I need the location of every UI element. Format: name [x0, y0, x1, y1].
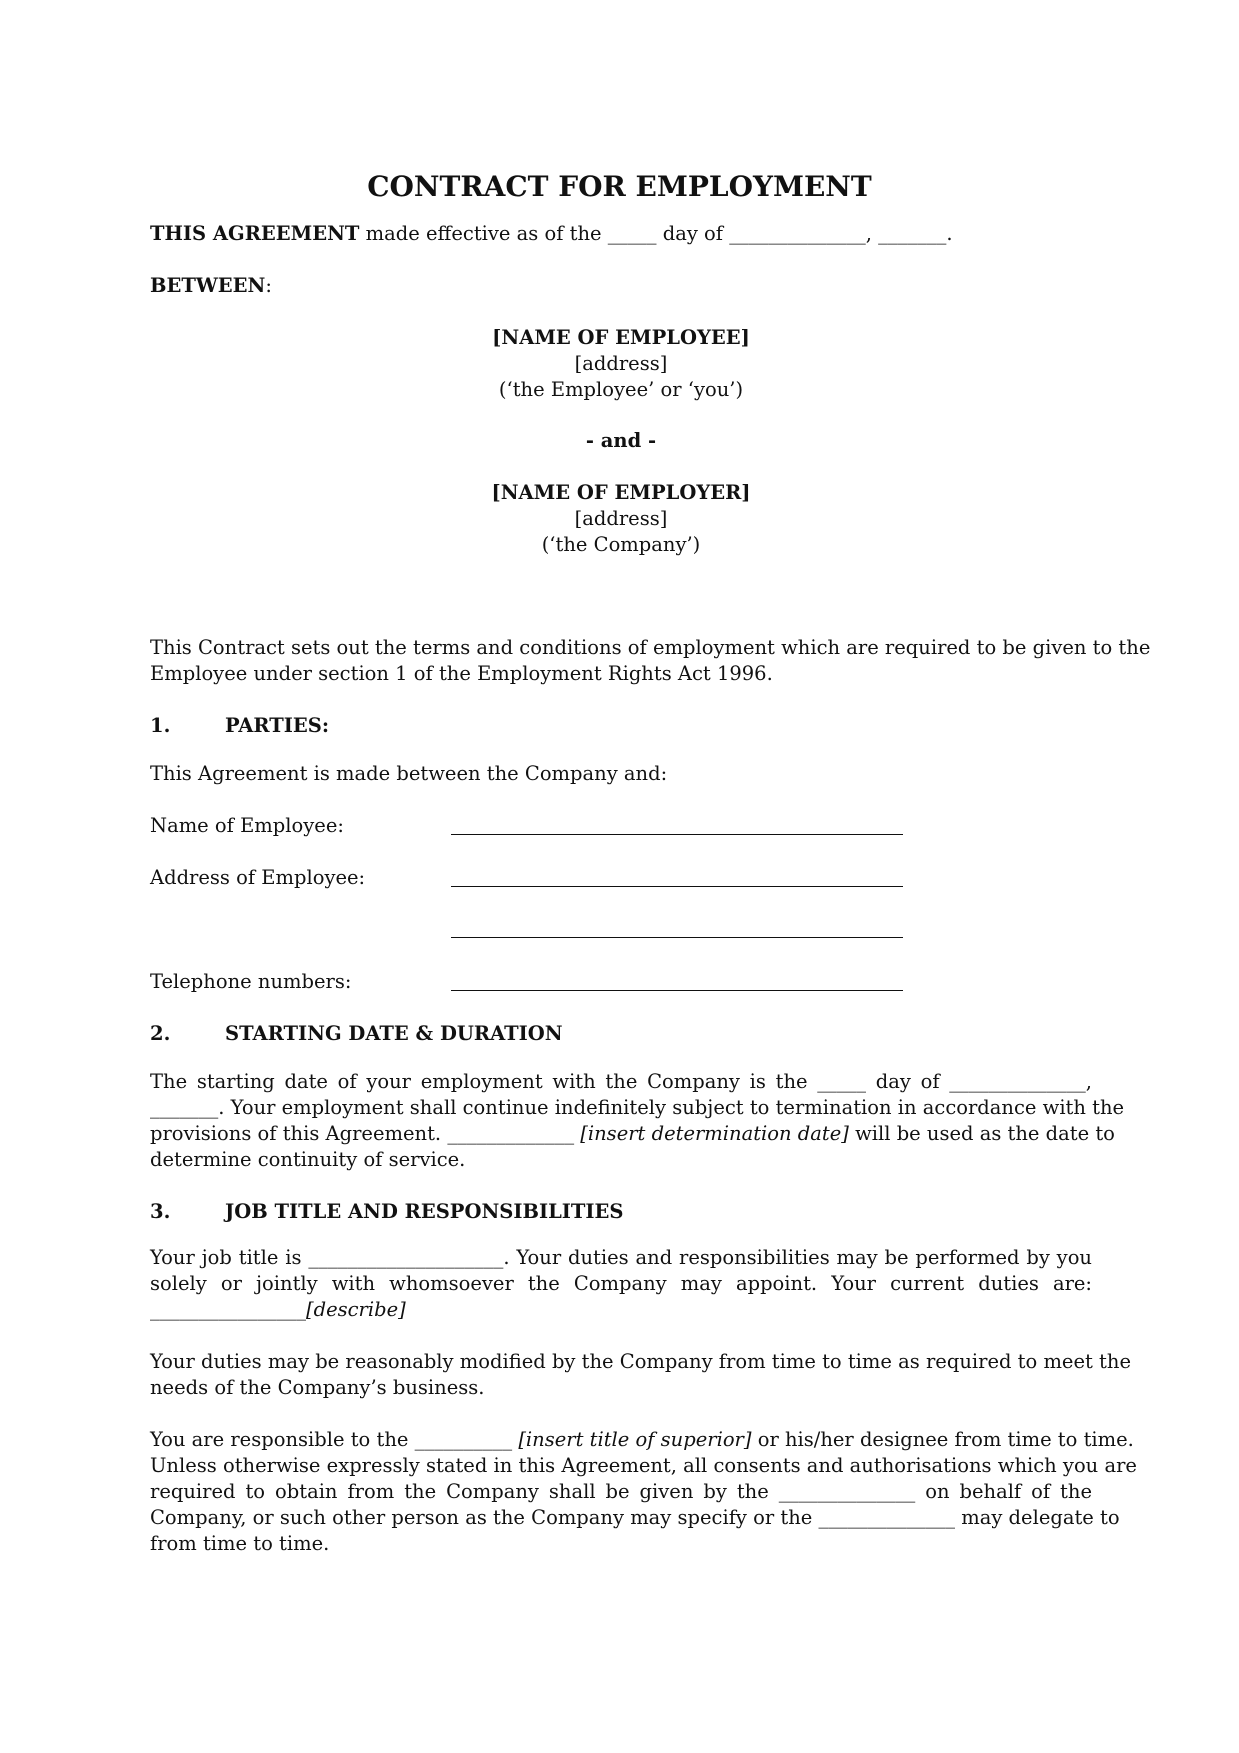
section-3-p3-line-4: Company, or such other person as the Company may specify or the ______________ may delegate to — [150, 1506, 1120, 1529]
section-3-p3-line-1-start: You are responsible to the __________ — [150, 1428, 519, 1451]
section-2-line-3-end: will be used as the date to — [848, 1122, 1115, 1145]
section-2-line-3-placeholder: [insert determination date] — [580, 1122, 849, 1145]
section-3-p2-line-1: Your duties may be reasonably modified by the Company from time to time as required to meet the — [150, 1350, 1131, 1373]
section-3-p3-line-1-end: or his/her designee from time to time. — [751, 1428, 1134, 1451]
section-2-line-3-start: provisions of this Agreement. _____________ — [150, 1122, 581, 1145]
section-1-heading: PARTIES: — [225, 714, 330, 737]
between-label: BETWEEN — [150, 274, 266, 297]
section-3-p1-line-3-placeholder: [describe] — [306, 1298, 406, 1321]
section-2-line-3 — [150, 1122, 1115, 1146]
employee-alias: (‘the Employee’ or ‘you’) — [498, 378, 744, 401]
section-3-p3-line-1-placeholder: [insert title of superior] — [518, 1428, 752, 1451]
between-line — [150, 274, 1092, 298]
section-2-heading: STARTING DATE & DURATION — [225, 1022, 563, 1045]
intro-line-2: Employee under section 1 of the Employment Rights Act 1996. — [150, 662, 773, 685]
section-2-line-2: _______. Your employment shall continue indefinitely subject to termination in accordance with the — [150, 1096, 1125, 1119]
field-label-telephone: Telephone numbers: — [150, 970, 352, 993]
section-3-p3-line-3: required to obtain from the Company shall be given by the ______________ on behalf of the — [150, 1480, 1092, 1503]
section-3-p1-line-2: solely or jointly with whomsoever the Company may appoint. Your current duties are: — [150, 1272, 1092, 1295]
employee-name: [NAME OF EMPLOYEE] — [492, 326, 750, 349]
document-title: CONTRACT FOR EMPLOYMENT — [367, 170, 872, 203]
section-1-number: 1. — [150, 714, 171, 737]
agreement-lead: THIS AGREEMENT — [150, 222, 360, 245]
intro-line-1: This Contract sets out the terms and conditions of employment which are required to be given to the — [150, 636, 1151, 659]
field-line-name[interactable] — [451, 834, 903, 835]
employee-address: [address] — [574, 352, 668, 375]
field-label-address: Address of Employee: — [150, 866, 366, 889]
agreement-line — [150, 222, 1092, 246]
field-line-address-1[interactable] — [451, 886, 903, 887]
section-3-p3-line-1 — [150, 1428, 1134, 1452]
section-2-line-1: The starting date of your employment with the Company is the _____ day of ______________, — [150, 1070, 1092, 1093]
employer-alias: (‘the Company’) — [541, 533, 701, 556]
section-3-p3-line-5: from time to time. — [150, 1532, 330, 1555]
field-label-name: Name of Employee: — [150, 814, 344, 837]
section-3-p2-line-2: needs of the Company’s business. — [150, 1376, 485, 1399]
section-3-number: 3. — [150, 1200, 171, 1223]
and-separator: - and - — [585, 429, 657, 452]
employer-address: [address] — [574, 507, 668, 530]
section-1-text: This Agreement is made between the Company and: — [150, 762, 668, 785]
section-3-p1-line-3-blank: ________________ — [150, 1298, 306, 1321]
field-line-address-2[interactable] — [451, 937, 903, 938]
agreement-text: made effective as of the _____ day of ______________, _______. — [359, 222, 953, 245]
between-colon: : — [265, 274, 272, 297]
section-2-number: 2. — [150, 1022, 171, 1045]
field-line-telephone[interactable] — [451, 990, 903, 991]
employer-name: [NAME OF EMPLOYER] — [491, 481, 751, 504]
section-2-line-4: determine continuity of service. — [150, 1148, 466, 1171]
section-3-p3-line-2: Unless otherwise expressly stated in this Agreement, all consents and authorisations which you are — [150, 1454, 1137, 1477]
section-3-p1-line-3 — [150, 1298, 1092, 1322]
section-3-p1-line-1: Your job title is ____________________. Your duties and responsibilities may be performed by you — [150, 1246, 1092, 1269]
section-3-heading: JOB TITLE AND RESPONSIBILITIES — [225, 1200, 624, 1223]
